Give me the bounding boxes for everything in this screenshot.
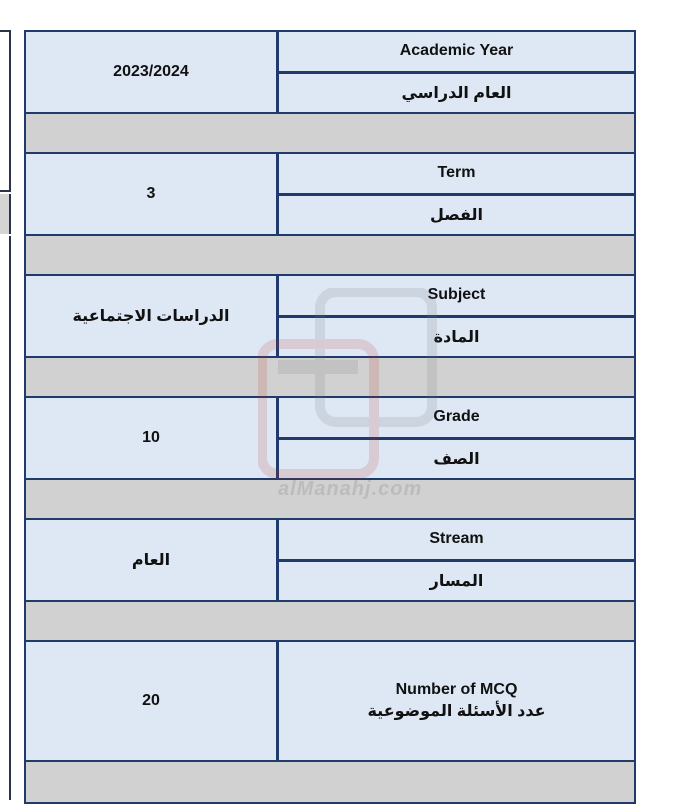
adjacent-box-edge-lower xyxy=(0,236,11,800)
row-term xyxy=(26,154,634,236)
separator-row xyxy=(26,762,634,802)
exam-info-table xyxy=(24,30,636,804)
term-label-ar: الفصل xyxy=(429,206,484,224)
adjacent-box-separator xyxy=(0,194,11,234)
mcq-labels xyxy=(279,642,634,760)
adjacent-box-edge xyxy=(0,30,11,192)
term-value: 3 xyxy=(26,154,279,234)
separator-row xyxy=(26,114,634,154)
term-label-en: Term xyxy=(279,154,634,196)
separator-row xyxy=(26,358,634,398)
row-mcq-count xyxy=(26,642,634,762)
academic-year-labels xyxy=(279,32,634,112)
academic-year-label-ar: العام الدراسي xyxy=(401,84,512,102)
stream-labels xyxy=(279,520,634,600)
subject-labels xyxy=(279,276,634,356)
row-grade xyxy=(26,398,634,480)
grade-label-en: Grade xyxy=(279,398,634,440)
row-academic-year xyxy=(26,32,634,114)
mcq-label-ar: عدد الأسئلة الموضوعية xyxy=(367,703,546,720)
subject-value: الدراسات الاجتماعية xyxy=(26,276,279,356)
separator-row xyxy=(26,480,634,520)
separator-row xyxy=(26,602,634,642)
subject-label-ar: المادة xyxy=(433,328,480,346)
grade-label-ar: الصف xyxy=(433,450,480,468)
stream-value: العام xyxy=(26,520,279,600)
term-labels xyxy=(279,154,634,234)
academic-year-label-en: Academic Year xyxy=(279,32,634,74)
stream-label-ar: المسار xyxy=(429,572,484,590)
mcq-label-en: Number of MCQ xyxy=(395,681,518,698)
academic-year-value: 2023/2024 xyxy=(26,32,279,112)
stream-label-en: Stream xyxy=(279,520,634,562)
row-stream xyxy=(26,520,634,602)
grade-value: 10 xyxy=(26,398,279,478)
subject-label-en: Subject xyxy=(279,276,634,318)
row-subject xyxy=(26,276,634,358)
separator-row xyxy=(26,236,634,276)
grade-labels xyxy=(279,398,634,478)
mcq-count-value: 20 xyxy=(26,642,279,760)
